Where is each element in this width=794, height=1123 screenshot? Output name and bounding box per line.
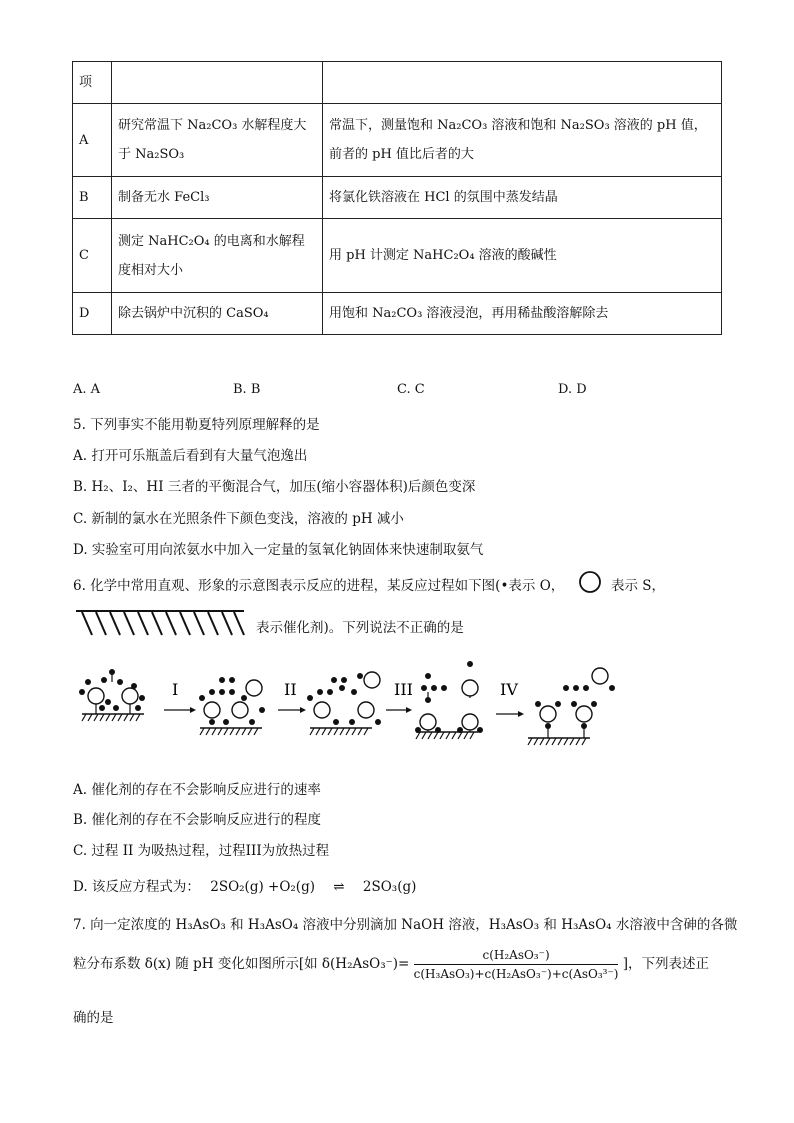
question-table bbox=[72, 61, 722, 335]
fraction-numerator: c(H₂AsO₃⁻) bbox=[414, 948, 619, 965]
q6-option-d[interactable] bbox=[73, 875, 416, 895]
q7-stem-line1: 7. 向一定浓度的 H₃AsO₃ 和 H₃AsO₄ 溶液中分别滴加 NaOH 溶液，H₃AsO₃ 和 H₃AsO₄ 水溶液中含砷的各微 bbox=[73, 917, 738, 933]
row-method: 用 pH 计测定 NaHC₂O₄ 溶液的酸碱性 bbox=[323, 219, 722, 293]
q6-stem-part3: 表示催化剂)。下列说法不正确的是 bbox=[256, 620, 464, 636]
distribution-fraction bbox=[414, 948, 619, 981]
row-purpose: 研究常温下 Na₂CO₃ 水解程度大 于 Na₂SO₃ bbox=[112, 104, 323, 177]
q7-stem-line3: 确的是 bbox=[73, 1010, 114, 1026]
q5-stem: 5. 下列事实不能用勒夏特列原理解释的是 bbox=[73, 417, 320, 433]
table-header-cell bbox=[112, 62, 323, 104]
row-method: 将氯化铁溶液在 HCl 的氛围中蒸发结晶 bbox=[323, 177, 722, 219]
q4-option-d[interactable]: D. D bbox=[558, 382, 587, 397]
stage-1 bbox=[79, 669, 178, 721]
svg-text:I: I bbox=[172, 680, 179, 699]
catalyst-hatch-icon bbox=[76, 609, 246, 639]
q6-option-b[interactable]: B. 催化剂的存在不会影响反应进行的程度 bbox=[73, 812, 322, 828]
row-purpose: 制备无水 FeCl₃ bbox=[112, 177, 323, 219]
table-header-row bbox=[73, 62, 722, 104]
stage-4 bbox=[415, 661, 518, 739]
q4-option-a[interactable]: A. A bbox=[73, 382, 101, 397]
table-header-cell bbox=[323, 62, 722, 104]
svg-text:III: III bbox=[394, 680, 413, 699]
row-purpose: 除去锅炉中沉积的 CaSO₄ bbox=[112, 293, 323, 335]
row-method: 用饱和 Na₂CO₃ 溶液浸泡，再用稀盐酸溶解除去 bbox=[323, 293, 722, 335]
q6-stem-part2: 表示 S， bbox=[611, 578, 666, 594]
stage-5 bbox=[528, 668, 615, 745]
row-key: D bbox=[73, 293, 112, 335]
q5-option-d[interactable]: D. 实验室可用向浓氨水中加入一定量的氢氧化钠固体来快速制取氨气 bbox=[73, 542, 484, 558]
q5-option-c[interactable]: C. 新制的氯水在光照条件下颜色变浅，溶液的 pH 减小 bbox=[73, 511, 404, 527]
q4-option-c[interactable]: C. C bbox=[397, 382, 425, 397]
q6-option-a[interactable]: A. 催化剂的存在不会影响反应进行的速率 bbox=[73, 782, 321, 798]
row-key: C bbox=[73, 219, 112, 293]
equation-reactants: 2SO₂(g) +O₂(g) bbox=[210, 879, 315, 895]
table-row bbox=[73, 177, 722, 219]
q6-option-c[interactable]: C. 过程 II 为吸热过程，过程III为放热过程 bbox=[73, 843, 330, 859]
svg-text:II: II bbox=[284, 680, 297, 699]
q5-option-a[interactable]: A. 打开可乐瓶盖后看到有大量气泡逸出 bbox=[73, 448, 308, 464]
svg-text:IV: IV bbox=[500, 680, 518, 699]
q5-option-b[interactable]: B. H₂、I₂、HI 三者的平衡混合气，加压(缩小容器体积)后颜色变深 bbox=[73, 479, 476, 495]
reaction-process-diagram bbox=[72, 652, 632, 762]
stage-2 bbox=[199, 677, 297, 735]
q6-option-d-label: D. 该反应方程式为： bbox=[73, 879, 200, 895]
row-purpose: 测定 NaHC₂O₄ 的电离和水解程 度相对大小 bbox=[112, 219, 323, 293]
q7-stem-line2 bbox=[73, 948, 709, 981]
q4-option-b[interactable]: B. B bbox=[233, 382, 261, 397]
table-row bbox=[73, 104, 722, 177]
table-row bbox=[73, 293, 722, 335]
q7-line2-prefix: 粒分布系数 δ(x) 随 pH 变化如图所示[如 δ(H₂AsO₃⁻)= bbox=[73, 956, 410, 972]
stage-3 bbox=[307, 672, 413, 735]
table-header-cell: 项 bbox=[73, 62, 112, 104]
row-key: B bbox=[73, 177, 112, 219]
sulfur-circle-icon bbox=[578, 570, 602, 594]
equation-products: 2SO₃(g) bbox=[362, 879, 417, 895]
q6-stem-part1: 6. 化学中常用直观、形象的示意图表示反应的进程，某反应过程如下图(•表示 O， bbox=[73, 578, 565, 594]
table-row bbox=[73, 219, 722, 293]
equilibrium-arrow: ⇌ bbox=[333, 879, 345, 895]
fraction-denominator: c(H₃AsO₃)+c(H₂AsO₃⁻)+c(AsO₃³⁻) bbox=[413, 967, 619, 981]
row-method: 常温下，测量饱和 Na₂CO₃ 溶液和饱和 Na₂SO₃ 溶液的 pH 值， 前者的 pH 值比后者的大 bbox=[323, 104, 722, 177]
q7-line2-suffix: ]，下列表述正 bbox=[622, 956, 710, 972]
row-key: A bbox=[73, 104, 112, 177]
